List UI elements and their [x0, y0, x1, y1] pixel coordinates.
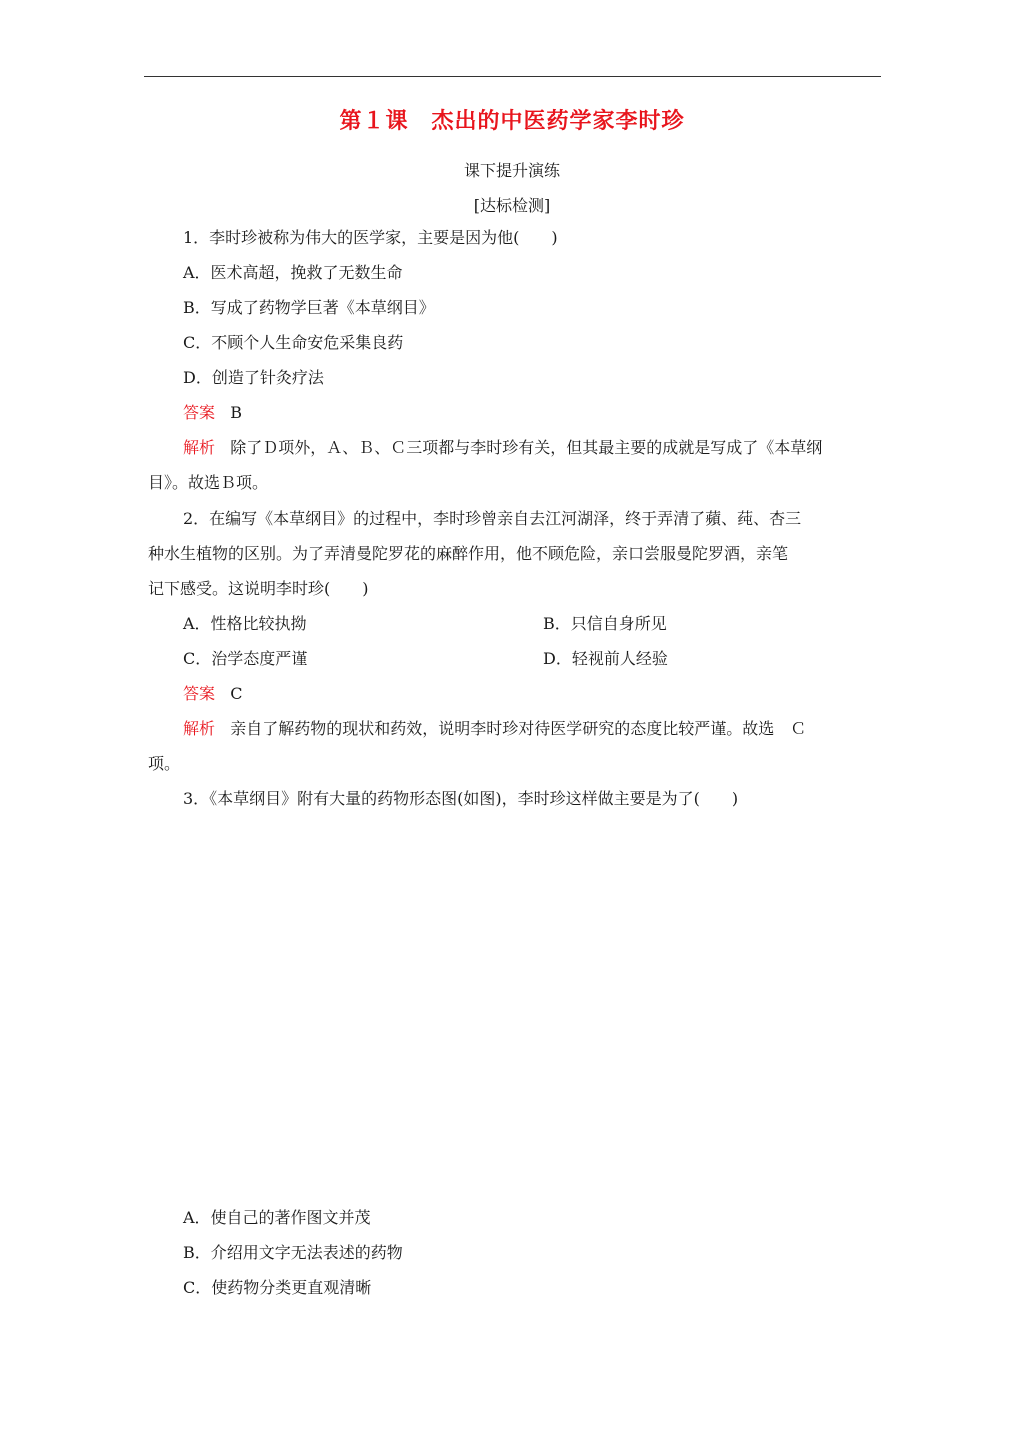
q1-option-a: A．医术高超，挽救了无数生命	[183, 263, 403, 282]
q3-stem: 3．《本草纲目》附有大量的药物形态图(如图)，李时珍这样做主要是为了( )	[183, 789, 739, 808]
q1-analysis	[183, 438, 822, 458]
q1-analysis-continued: 目》。故选Ｂ项。	[148, 473, 269, 492]
q1-option-c: C．不顾个人生命安危采集良药	[183, 333, 404, 352]
q3-option-a: A．使自己的著作图文并茂	[183, 1208, 371, 1227]
q2-answer-value: C	[230, 684, 243, 703]
q2-answer-label: 答案	[183, 684, 216, 703]
q1-analysis-label: 解析	[183, 438, 216, 457]
q2-option-c: C．治学态度严谨	[183, 649, 308, 668]
q2-analysis-label: 解析	[183, 719, 216, 738]
q2-option-d: D．轻视前人经验	[543, 649, 668, 668]
section-heading: [达标检测]	[473, 196, 551, 215]
q2-option-b: B．只信自身所见	[543, 614, 667, 633]
q2-stem-line1: 2．在编写《本草纲目》的过程中，李时珍曾亲自去江河湖泽，终于弄清了蘋、莼、杏三	[183, 509, 802, 528]
header-rule	[144, 76, 881, 77]
q2-stem-line3: 记下感受。这说明李时珍( )	[148, 579, 369, 598]
q3-option-b: B．介绍用文字无法表述的药物	[183, 1243, 403, 1262]
q2-analysis-continued: 项。	[148, 754, 181, 773]
page-title: 第１课 杰出的中医药学家李时珍	[339, 109, 685, 134]
q2-analysis-text: 亲自了解药物的现状和药效，说明李时珍对待医学研究的态度比较严谨。故选 Ｃ	[230, 719, 807, 738]
figure-placeholder	[148, 825, 878, 1195]
q2-option-a: A．性格比较执拗	[183, 614, 307, 633]
q1-answer	[183, 403, 242, 423]
q2-stem-line2: 种水生植物的区别。为了弄清曼陀罗花的麻醉作用，他不顾危险，亲口尝服曼陀罗酒，亲笔	[148, 544, 789, 563]
q1-option-b: B．写成了药物学巨著《本草纲目》	[183, 298, 435, 317]
subtitle: 课下提升演练	[463, 161, 560, 180]
q2-answer	[183, 684, 243, 704]
q1-answer-value: B	[230, 403, 243, 422]
q1-stem: 1．李时珍被称为伟大的医学家，主要是因为他( )	[183, 228, 558, 247]
q3-option-c: C．使药物分类更直观清晰	[183, 1278, 372, 1297]
q1-option-d: D．创造了针灸疗法	[183, 368, 324, 387]
q1-analysis-text: 除了Ｄ项外，Ａ、Ｂ、Ｃ三项都与李时珍有关，但其最主要的成就是写成了《本草纲	[230, 438, 823, 457]
q1-answer-label: 答案	[183, 403, 216, 422]
q2-analysis	[183, 719, 806, 739]
